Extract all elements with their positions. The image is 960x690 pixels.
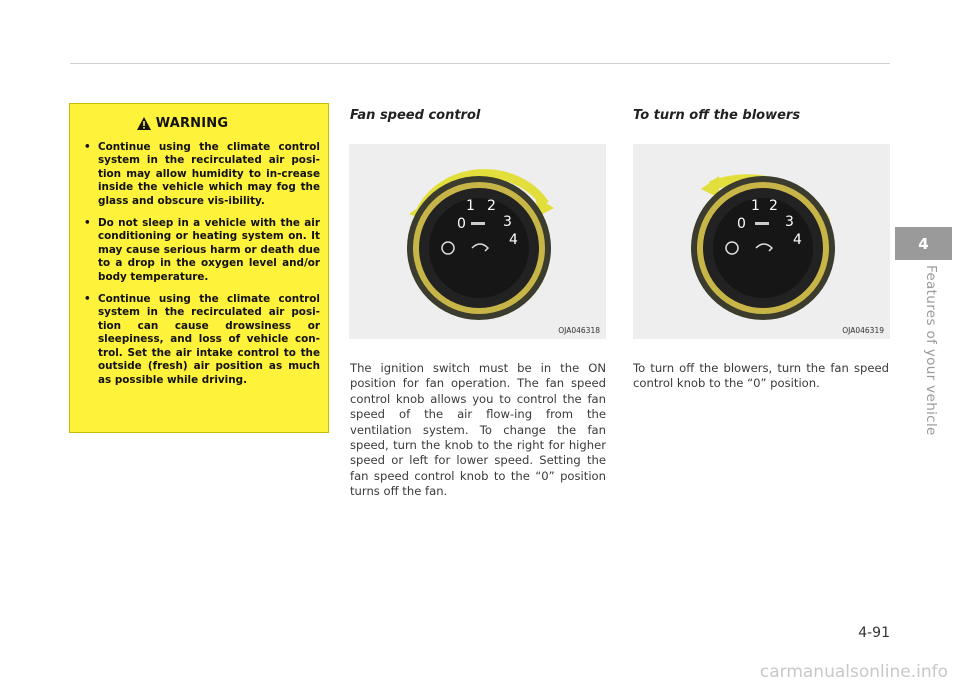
section-heading-fan-speed: Fan speed control <box>350 108 481 123</box>
top-rule <box>70 63 890 64</box>
warning-list <box>84 141 320 387</box>
fan-speed-text: The ignition switch must be in the ON position for fan operation. The fan speed control knob allows you to control the fan speed of the air flow-ing from the ventilation system. To change the fan speed, turn the knob to the right for higher speed or left for lower speed. Setting the fan speed control knob to the “0” position turns off the fan. <box>350 361 606 499</box>
chapter-number: 4 <box>918 234 929 253</box>
knob-label: 1 <box>466 198 475 214</box>
knob-label: 0 <box>737 216 746 232</box>
knob-label: 4 <box>509 232 518 248</box>
figure-code: OJA046319 <box>842 326 884 335</box>
warning-item: • Continue using the climate control system in the recirculated air posi-tion can cause drowsiness or sleepiness, and loss of vehicle con-trol. Set the air intake control to the outside (fresh) air position as much as possible while driving. <box>84 293 320 386</box>
watermark: carmanualsonline.info <box>759 662 948 682</box>
warning-title: WARNING <box>155 116 229 131</box>
chapter-tab <box>895 227 952 260</box>
knob-label: 3 <box>503 214 512 230</box>
knob-label: 2 <box>769 198 778 214</box>
fan-knob-figure-2 <box>633 144 890 339</box>
warning-item: • Continue using the climate control system in the recirculated air posi-tion may allow humidity to in-crease inside the vehicle which may fog the glass and obscure vis-ibility. <box>84 141 320 207</box>
figure-code: OJA046318 <box>558 326 600 335</box>
warning-box <box>69 103 329 433</box>
chapter-title: Features of your vehicle <box>923 265 939 436</box>
fan-knob-illustration <box>349 144 606 339</box>
knob-label: 3 <box>785 214 794 230</box>
warning-header <box>84 116 320 131</box>
turn-off-blowers-text: To turn off the blowers, turn the fan speed control knob to the “0” position. <box>633 361 889 391</box>
knob-label: 4 <box>793 232 802 248</box>
fan-knob-illustration <box>633 144 890 339</box>
warning-item: • Do not sleep in a vehicle with the air conditioning or heating system on. It may cause serious harm or death due to a drop in the oxygen level and/or body temperature. <box>84 217 320 283</box>
warning-triangle-icon <box>136 116 152 131</box>
section-heading-turn-off-blowers: To turn off the blowers <box>633 108 801 123</box>
fan-knob-figure-1 <box>349 144 606 339</box>
page-number: 4-91 <box>858 625 890 641</box>
knob-label: 2 <box>487 198 496 214</box>
knob-label: 0 <box>457 216 466 232</box>
knob-label: 1 <box>751 198 760 214</box>
